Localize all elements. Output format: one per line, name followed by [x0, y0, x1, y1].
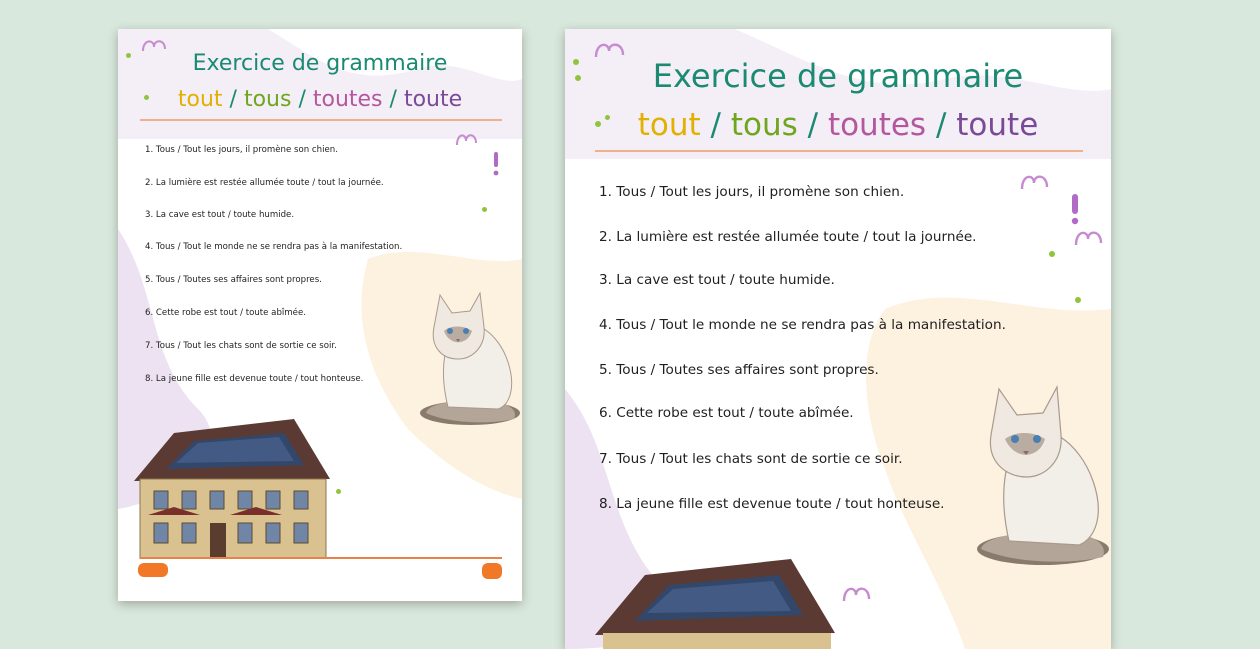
exercise-item: 5. Tous / Toutes ses affaires sont propres.	[145, 275, 322, 285]
dot-decoration	[605, 115, 610, 120]
exercise-item: 4. Tous / Tout le monde ne se rendra pas à la manifestation.	[599, 317, 1006, 333]
exercise-item: 1. Tous / Tout les jours, il promène son chien.	[145, 145, 338, 155]
worksheet-title: Exercice de grammaire	[652, 57, 1024, 95]
house-illustration	[134, 419, 330, 559]
house-illustration	[595, 559, 835, 649]
exercise-item: 8. La jeune fille est devenue toute / tout honteuse.	[599, 496, 945, 512]
dot-decoration	[1075, 297, 1081, 303]
publisher-logo-icon	[138, 563, 168, 577]
worksheet-preview-small[interactable]	[118, 29, 522, 601]
choice-tout: tout	[637, 107, 701, 143]
exercise-item: 6. Cette robe est tout / toute abîmée.	[145, 308, 306, 318]
dot-decoration	[482, 207, 487, 212]
exercise-item: 8. La jeune fille est devenue toute / tout honteuse.	[145, 374, 364, 384]
exercise-item: 3. La cave est tout / toute humide.	[599, 272, 835, 288]
exercise-item: 2. La lumière est restée allumée toute / tout la journée.	[599, 229, 977, 245]
exercise-item: 2. La lumière est restée allumée toute / tout la journée.	[145, 178, 384, 188]
choice-tous: tous	[730, 107, 798, 143]
choice-words-line	[565, 107, 1111, 143]
exclamation-decoration	[1067, 193, 1083, 227]
choice-toutes: toutes	[312, 87, 383, 112]
title-underline	[140, 119, 502, 121]
squiggle-decoration	[841, 581, 875, 607]
choice-tout: tout	[177, 87, 223, 112]
dot-decoration	[144, 95, 149, 100]
squiggle-decoration	[454, 129, 480, 151]
exercise-item: 1. Tous / Tout les jours, il promène son chien.	[599, 184, 905, 200]
choice-toutes: toutes	[827, 107, 927, 143]
squiggle-decoration	[140, 35, 170, 57]
choice-separator: /	[807, 107, 819, 143]
cat-illustration	[973, 381, 1111, 571]
worksheet-preview-large[interactable]	[565, 29, 1111, 649]
exercise-item: 6. Cette robe est tout / toute abîmée.	[599, 405, 854, 421]
choice-tous: tous	[243, 87, 292, 112]
choice-separator: /	[298, 87, 306, 112]
cat-illustration	[418, 287, 522, 429]
dot-decoration	[575, 75, 581, 81]
squiggle-decoration	[1019, 169, 1053, 195]
choice-toute: toute	[956, 107, 1039, 143]
choice-separator: /	[935, 107, 947, 143]
title-underline	[595, 150, 1083, 152]
exclamation-decoration	[490, 151, 502, 177]
dot-decoration	[126, 53, 131, 58]
worksheet-title: Exercice de grammaire	[192, 51, 448, 76]
footer-line	[140, 557, 502, 559]
dot-decoration	[595, 121, 601, 127]
exercise-item: 7. Tous / Tout les chats sont de sortie ce soir.	[599, 451, 903, 467]
exercise-item: 4. Tous / Tout le monde ne se rendra pas à la manifestation.	[145, 242, 403, 252]
dot-decoration	[336, 489, 341, 494]
choice-words-line	[118, 87, 522, 112]
squiggle-decoration	[1073, 225, 1107, 251]
choice-separator: /	[229, 87, 237, 112]
dot-decoration	[573, 59, 579, 65]
exercise-item: 7. Tous / Tout les chats sont de sortie ce soir.	[145, 341, 337, 351]
exercise-item: 5. Tous / Toutes ses affaires sont propres.	[599, 362, 879, 378]
exercise-item: 3. La cave est tout / toute humide.	[145, 210, 295, 220]
publisher-logo-icon	[482, 563, 502, 579]
choice-toute: toute	[403, 87, 463, 112]
choice-separator: /	[389, 87, 397, 112]
squiggle-decoration	[593, 37, 629, 63]
choice-separator: /	[710, 107, 721, 143]
dot-decoration	[1049, 251, 1055, 257]
